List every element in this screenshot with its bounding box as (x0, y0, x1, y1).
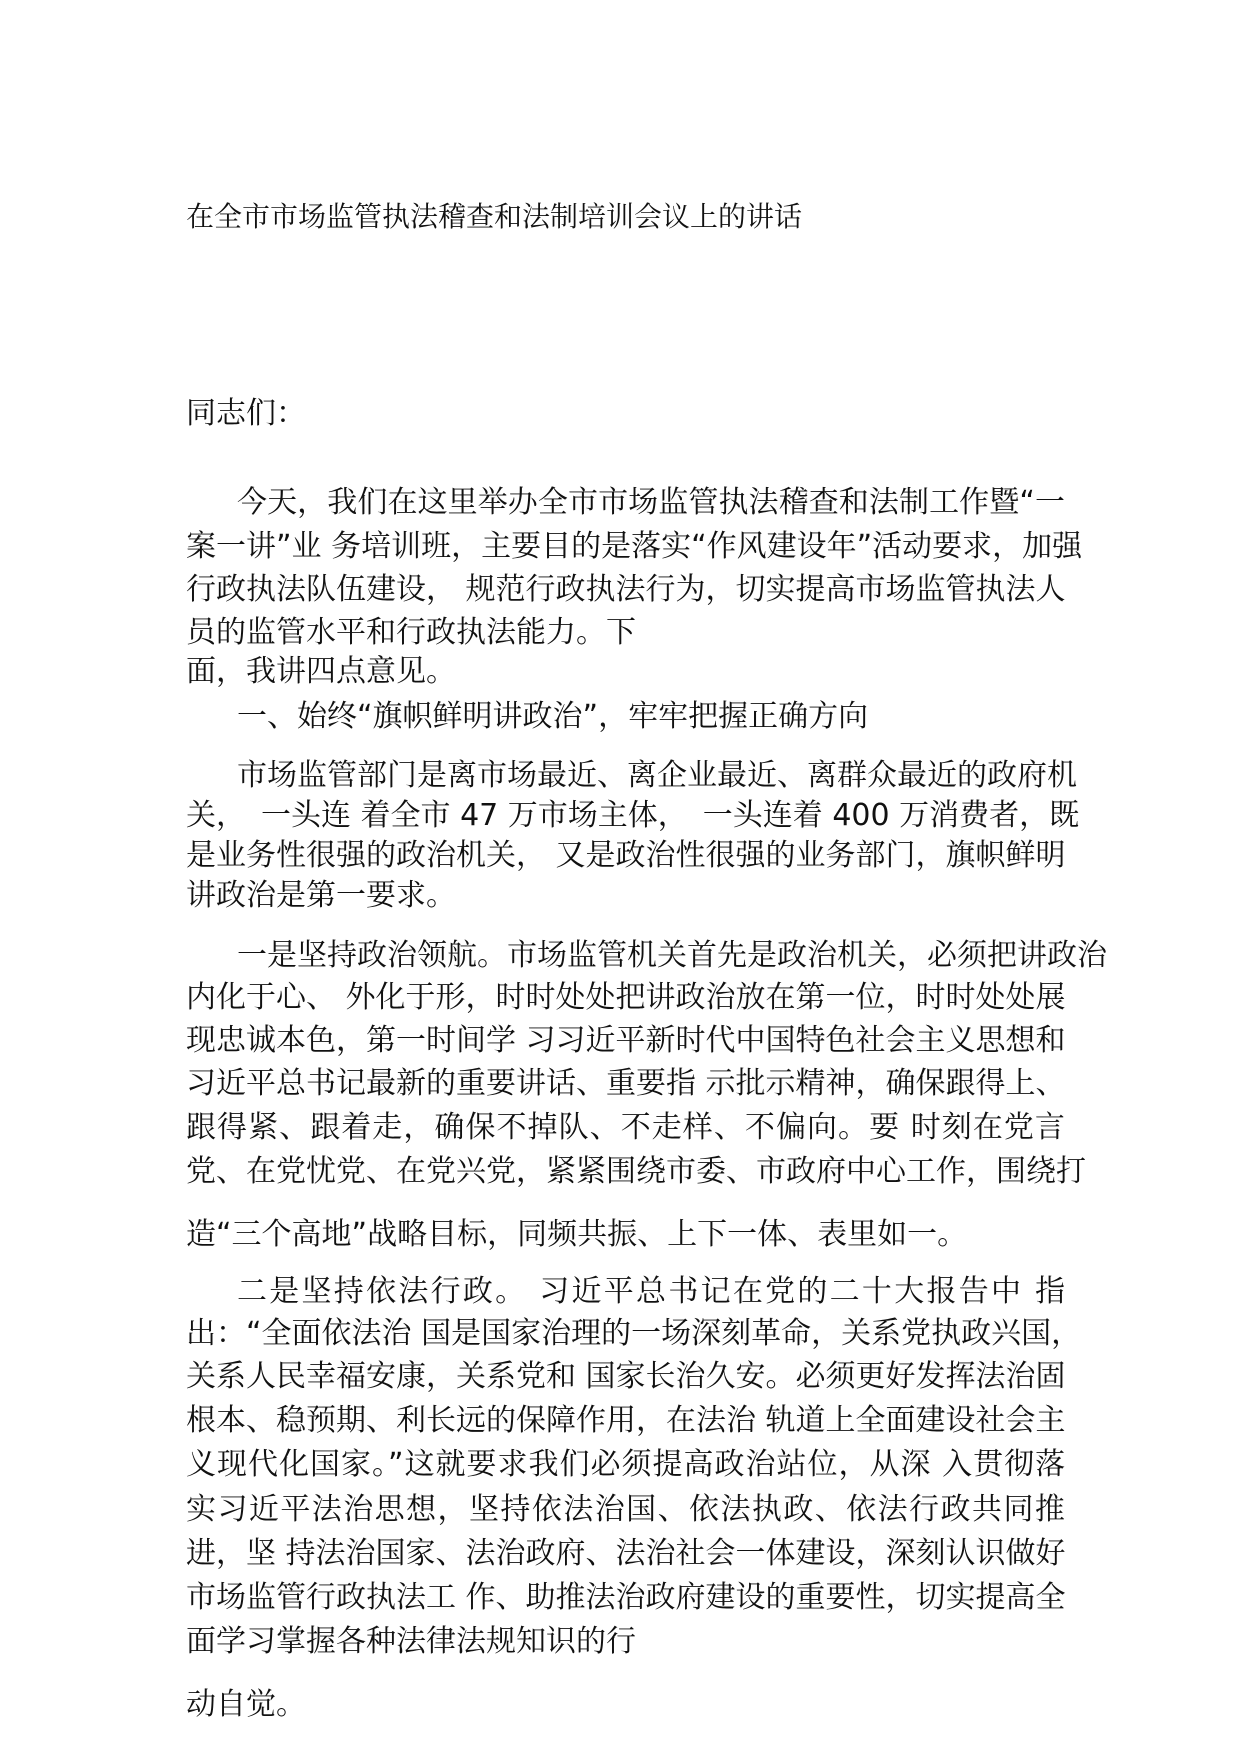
text-line: 同志们： (186, 396, 306, 431)
text-line: 关系人民幸福安康，关系党和 国家长治久安。必须更好发挥法治固 (186, 1359, 1066, 1394)
text-line: 是业务性很强的政治机关， 又是政治性很强的业务部门，旗帜鲜明 (186, 838, 1066, 873)
text-line: 讲政治是第一要求。 (186, 878, 456, 913)
text-line: 二是坚持依法行政。 习近平总书记在党的二十大报告中 指 (237, 1274, 1068, 1309)
text-line: 习近平总书记最新的重要讲话、重要指 示批示精神，确保跟得上、 (186, 1066, 1066, 1101)
text-line: 造“三个高地”战略目标，同频共振、上下一体、表里如一。 (186, 1217, 968, 1252)
text-line: 市场监管行政执法工 作、助推法治政府建设的重要性，切实提高全 (186, 1580, 1066, 1615)
text-line: 面学习掌握各种法律法规知识的行 (186, 1624, 636, 1659)
text-line: 党、在党忧党、在党兴党，紧紧围绕市委、市政府中心工作，围绕打 (186, 1154, 1086, 1189)
text-line: 今天，我们在这里举办全市市场监管执法稽查和法制工作暨“一 (237, 485, 1066, 520)
text-line: 实习近平法治思想，坚持依法治国、依法执政、依法行政共同推 (186, 1492, 1067, 1527)
text-line: 跟得紧、跟着走，确保不掉队、不走样、不偏向。要 时刻在党言 (186, 1110, 1066, 1145)
text-line: 案一讲”业 务培训班，主要目的是落实“作风建设年”活动要求，加强 (186, 529, 1083, 564)
text-line: 面，我讲四点意见。 (186, 654, 456, 689)
document-title: 在全市市场监管执法稽查和法制培训会议上的讲话 (186, 200, 803, 233)
text-line: 动自觉。 (186, 1687, 306, 1722)
text-line: 根本、稳预期、利长远的保障作用，在法治 轨道上全面建设社会主 (186, 1403, 1066, 1438)
text-line: 现忠诚本色，第一时间学 习习近平新时代中国特色社会主义思想和 (186, 1023, 1066, 1058)
text-line: 关， 一头连 着全市 47 万市场主体， 一头连着 400 万消费者，既 (186, 798, 1080, 833)
text-line: 员的监管水平和行政执法能力。下 (186, 615, 636, 650)
text-line: 出：“全面依法治 国是国家治理的一场深刻革命，关系党执政兴国， (186, 1316, 1082, 1351)
section-heading: 一、始终“旗帜鲜明讲政治”，牢牢把握正确方向 (237, 699, 869, 734)
text-line: 义现代化国家。”这就要求我们必须提高政治站位，从深 入贯彻落 (186, 1447, 1067, 1482)
text-line: 进，坚 持法治国家、法治政府、法治社会一体建设，深刻认识做好 (186, 1536, 1066, 1571)
text-line: 内化于心、 外化于形，时时处处把讲政治放在第一位，时时处处展 (186, 980, 1066, 1015)
text-line: 行政执法队伍建设， 规范行政执法行为，切实提高市场监管执法人 (186, 572, 1066, 607)
text-line: 一是坚持政治领航。市场监管机关首先是政治机关，必须把讲政治 (237, 938, 1107, 973)
text-line: 市场监管部门是离市场最近、离企业最近、离群众最近的政府机 (237, 758, 1077, 793)
